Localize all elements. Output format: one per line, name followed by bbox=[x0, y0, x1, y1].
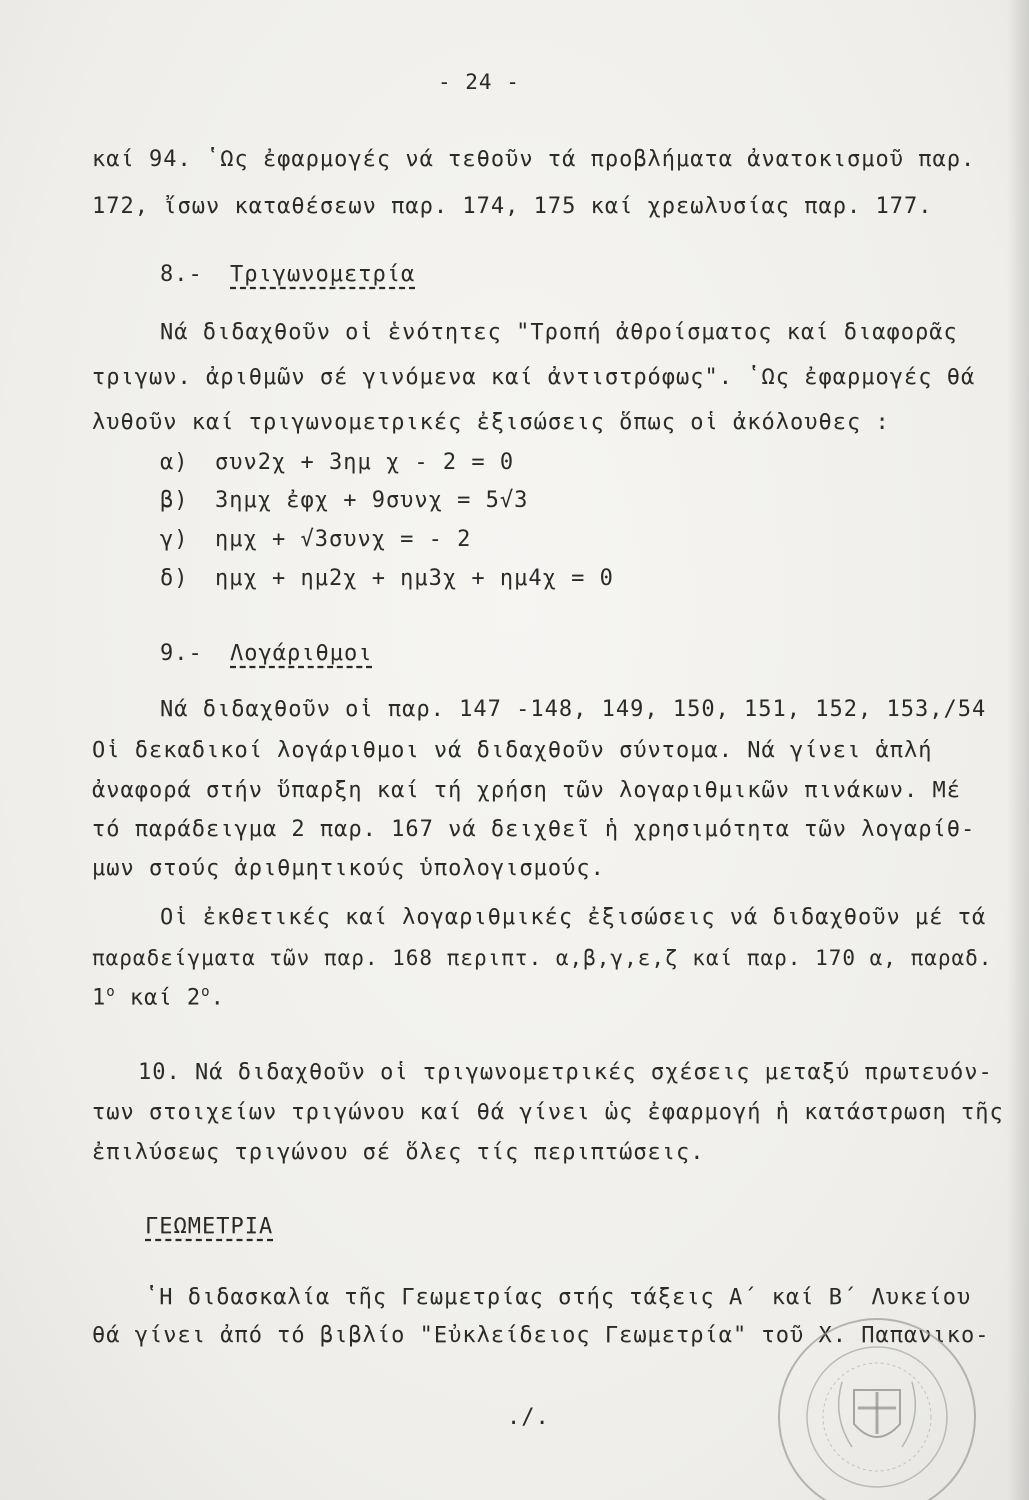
section-9-line-last: $1^o$ καί $2^o$. bbox=[92, 984, 225, 1011]
geometry-line: ʽΗ διδασκαλία τῆς Γεωμετρίας στής τάξεις Α΄ καί Β΄ Λυκείου bbox=[145, 1285, 972, 1310]
page-edge-shadow bbox=[1007, 0, 1029, 1500]
equation: 3ημχ ἐφχ + 9συνχ = 5√3 bbox=[215, 488, 529, 513]
section-8-number: 8.- bbox=[160, 262, 203, 287]
section-10-line: 10. Νά διδαχθοῦν οἱ τριγωνομετρικές σχέσεις μεταξύ πρωτευόν- bbox=[138, 1060, 993, 1085]
geometry-title: ΓΕΩΜΕΤΡΙΑ bbox=[145, 1214, 274, 1239]
equation-label: γ) bbox=[160, 527, 189, 552]
intro-line: καί 94. ʽΩς ἐφαρμογές νά τεθοῦν τά προβλήματα ἀνατοκισμοῦ παρ. bbox=[92, 147, 976, 172]
section-9-line: μων στούς ἀριθμητικούς ὑπολογισμούς. bbox=[92, 856, 605, 881]
equation-label: δ) bbox=[160, 566, 189, 591]
section-9-line: Νά διδαχθοῦν οἱ παρ. 147 -148, 149, 150, 151, 152, 153,/54 bbox=[160, 697, 987, 722]
circular-seal-icon bbox=[772, 1312, 982, 1500]
section-10-line: ἐπιλύσεως τριγώνου σέ ὅλες τίς περιπτώσεις. bbox=[92, 1140, 705, 1165]
section-9-line: ἀναφορά στήν ὕπαρξη καί τή χρήση τῶν λογαριθμικῶν πινάκων. Μέ bbox=[92, 778, 961, 803]
equation-label: β) bbox=[160, 488, 189, 513]
section-8-line: τριγων. ἀριθμῶν σέ γινόμενα καί ἀντιστρόφως". ʽΩς ἐφαρμογές θά bbox=[92, 365, 976, 390]
geometry-line: θά γίνει ἀπό τό βιβλίο "Εὐκλείδειος Γεωμετρία" τοῦ Χ. Παπανικο- bbox=[92, 1323, 990, 1348]
equation: ημχ + √3συνχ = - 2 bbox=[215, 527, 472, 552]
section-9-number: 9.- bbox=[160, 641, 203, 666]
page-number: - 24 - bbox=[438, 70, 520, 94]
equation: ημχ + ημ2χ + ημ3χ + ημ4χ = 0 bbox=[215, 566, 614, 591]
section-8-title: Τριγωνομετρία bbox=[230, 262, 416, 287]
section-8-line: λυθοῦν καί τριγωνομετρικές ἐξισώσεις ὅπως οἱ ἀκόλουθες : bbox=[92, 410, 890, 435]
equation: συν2χ + 3ημ χ - 2 = 0 bbox=[215, 450, 515, 475]
section-9-title: Λογάριθμοι bbox=[230, 641, 373, 666]
section-8-line: Νά διδαχθοῦν οἱ ἑνότητες "Τροπή ἀθροίσματος καί διαφορᾶς bbox=[160, 320, 958, 345]
section-9-line: παραδείγματα τῶν παρ. 168 περιπτ. α,β,γ,ε,ζ καί παρ. 170 α, παραδ. bbox=[92, 946, 993, 970]
equation-label: α) bbox=[160, 450, 189, 475]
section-9-line: Οἱ δεκαδικοί λογάριθμοι νά διδαχθοῦν σύντομα. Νά γίνει ἁπλή bbox=[92, 738, 933, 763]
continuation-mark: ./. bbox=[507, 1405, 550, 1430]
section-9-line: τό παράδειγμα 2 παρ. 167 νά δειχθεῖ ἡ χρησιμότητα τῶν λογαρίθ- bbox=[92, 817, 976, 842]
section-9-line: Οἱ ἐκθετικές καί λογαριθμικές ἐξισώσεις νά διδαχθοῦν μέ τά bbox=[160, 905, 987, 930]
intro-line: 172, ἴσων καταθέσεων παρ. 174, 175 καί χρεωλυσίας παρ. 177. bbox=[92, 194, 933, 219]
section-10-line: των στοιχείων τριγώνου καί θά γίνει ὡς ἐφαρμογή ἡ κατάστρωση τῆς bbox=[92, 1100, 1004, 1125]
